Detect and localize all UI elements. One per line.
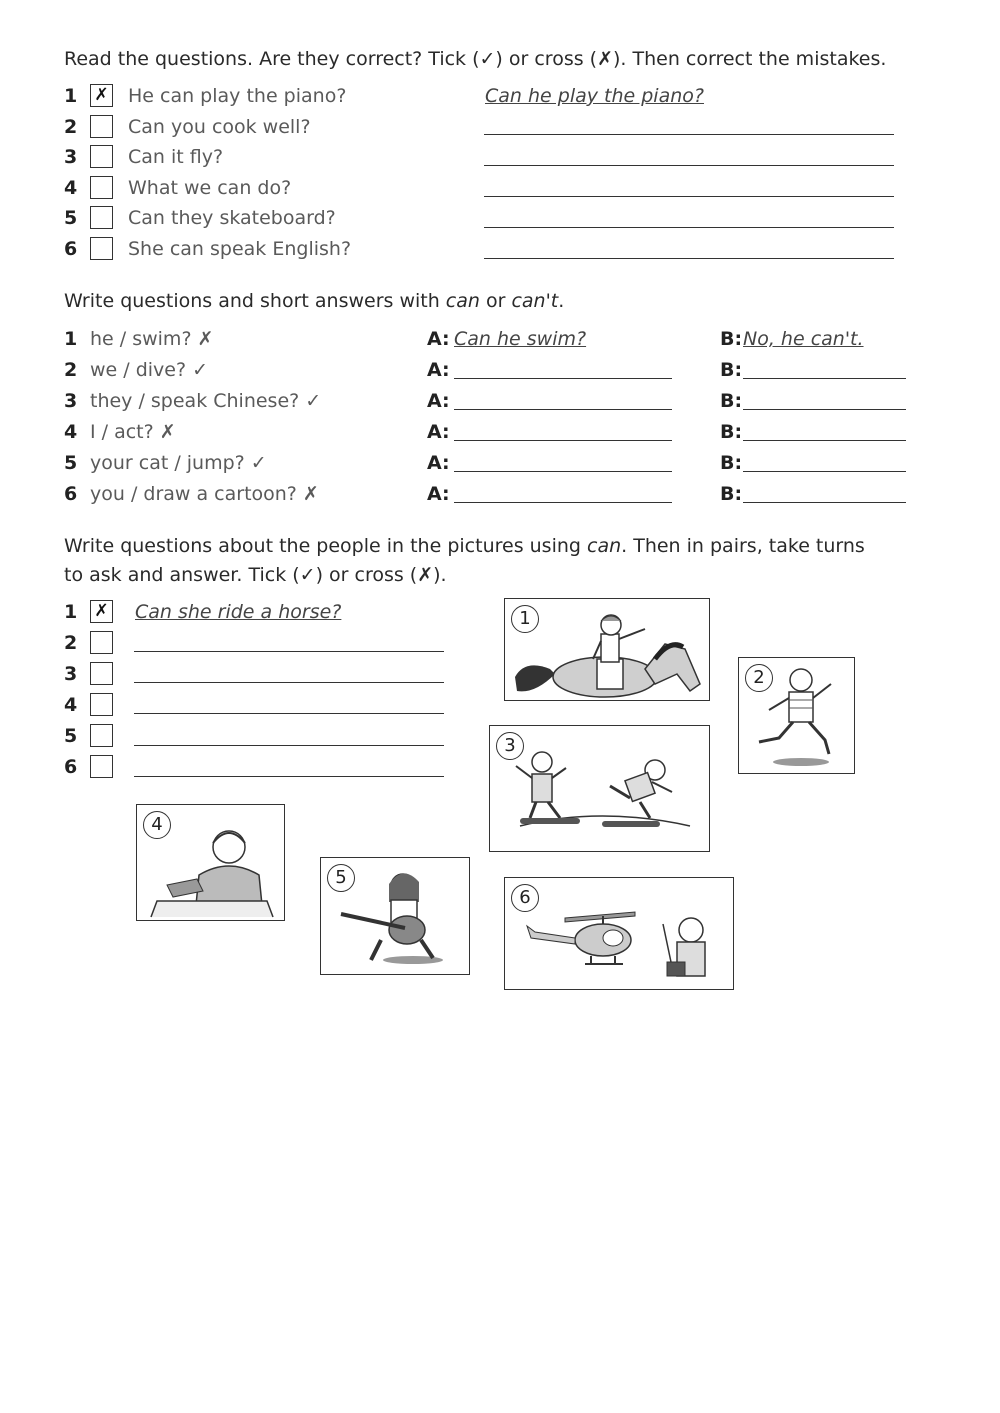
label-b: B: (720, 390, 743, 412)
item-number: 4 (64, 177, 78, 199)
picture-3 (489, 725, 710, 852)
item-number: 4 (64, 421, 78, 443)
item-number: 5 (64, 207, 78, 229)
label-a: A: (427, 452, 450, 474)
tick-cross-box[interactable]: ✗ (90, 600, 113, 623)
tick-cross-box[interactable] (90, 755, 113, 778)
tick-cross-box[interactable] (90, 693, 113, 716)
answer-a-line[interactable] (454, 471, 672, 472)
question-text: Can it fly? (128, 146, 224, 168)
question-text: Can they skateboard? (128, 207, 336, 229)
answer-b[interactable]: No, he can't. (743, 328, 864, 350)
answer-b-line[interactable] (743, 378, 906, 379)
answer-a[interactable]: Can he swim? (454, 328, 587, 350)
answer-line[interactable] (484, 196, 894, 197)
prompt-text: we / dive? ✓ (90, 359, 209, 381)
item-number: 3 (64, 663, 78, 685)
exercise-3-instruction-line-1: Write questions about the people in the pictures using can. Then in pairs, take turns (64, 535, 865, 557)
item-number: 6 (64, 238, 78, 260)
question-answer[interactable]: Can she ride a horse? (135, 601, 342, 623)
answer-line[interactable] (484, 165, 894, 166)
answer-b-line[interactable] (743, 440, 906, 441)
answer-line[interactable] (484, 227, 894, 228)
answer-line[interactable] (134, 682, 444, 683)
prompt-text: they / speak Chinese? ✓ (90, 390, 322, 412)
tick-cross-box[interactable] (90, 724, 113, 747)
label-b: B: (720, 452, 743, 474)
item-number: 4 (64, 694, 78, 716)
answer-line[interactable] (134, 776, 444, 777)
picture-number: 1 (511, 605, 539, 633)
answer-b-line[interactable] (743, 502, 906, 503)
exercise-1-instruction: Read the questions. Are they correct? Tick (✓) or cross (✗). Then correct the mistakes. (64, 48, 887, 70)
tick-cross-box[interactable] (90, 237, 113, 260)
answer-line[interactable] (134, 713, 444, 714)
tick-cross-box[interactable] (90, 145, 113, 168)
answer-b-line[interactable] (743, 409, 906, 410)
prompt-text: you / draw a cartoon? ✗ (90, 483, 319, 505)
item-number: 1 (64, 601, 78, 623)
answer-a-line[interactable] (454, 502, 672, 503)
question-text: She can speak English? (128, 238, 352, 260)
label-a: A: (427, 328, 450, 350)
question-text: He can play the piano? (128, 85, 347, 107)
item-number: 5 (64, 452, 78, 474)
answer-a-line[interactable] (454, 378, 672, 379)
item-number: 6 (64, 756, 78, 778)
item-number: 2 (64, 632, 78, 654)
item-number: 2 (64, 116, 78, 138)
answer-line[interactable] (134, 651, 444, 652)
item-number: 6 (64, 483, 78, 505)
picture-number: 2 (745, 664, 773, 692)
tick-cross-box[interactable] (90, 662, 113, 685)
answer-line[interactable] (484, 134, 894, 135)
picture-1 (504, 598, 710, 701)
picture-6 (504, 877, 734, 990)
tick-cross-box[interactable] (90, 115, 113, 138)
prompt-text: your cat / jump? ✓ (90, 452, 267, 474)
tick-cross-box[interactable] (90, 176, 113, 199)
corrected-answer[interactable]: Can he play the piano? (485, 85, 704, 107)
picture-number: 6 (511, 884, 539, 912)
tick-cross-box[interactable] (90, 206, 113, 229)
prompt-text: he / swim? ✗ (90, 328, 214, 350)
item-number: 3 (64, 390, 78, 412)
item-number: 5 (64, 725, 78, 747)
label-a: A: (427, 421, 450, 443)
label-b: B: (720, 483, 743, 505)
label-a: A: (427, 359, 450, 381)
label-a: A: (427, 390, 450, 412)
picture-number: 4 (143, 811, 171, 839)
label-a: A: (427, 483, 450, 505)
picture-5 (320, 857, 470, 975)
answer-a-line[interactable] (454, 440, 672, 441)
item-number: 2 (64, 359, 78, 381)
answer-b-line[interactable] (743, 471, 906, 472)
item-number: 1 (64, 328, 78, 350)
boy-remote-helicopter-icon (505, 878, 735, 991)
label-b: B: (720, 421, 743, 443)
question-text: What we can do? (128, 177, 292, 199)
item-number: 1 (64, 85, 78, 107)
picture-4 (136, 804, 285, 921)
answer-line[interactable] (484, 258, 894, 259)
prompt-text: I / act? ✗ (90, 421, 176, 443)
picture-number: 5 (327, 864, 355, 892)
picture-2 (738, 657, 855, 774)
item-number: 3 (64, 146, 78, 168)
exercise-3-instruction-line-2: to ask and answer. Tick (✓) or cross (✗). (64, 564, 447, 586)
picture-number: 3 (496, 732, 524, 760)
answer-line[interactable] (134, 745, 444, 746)
exercise-2-instruction: Write questions and short answers with can or can't. (64, 290, 565, 312)
tick-cross-box[interactable]: ✗ (90, 84, 113, 107)
question-text: Can you cook well? (128, 116, 311, 138)
answer-a-line[interactable] (454, 409, 672, 410)
label-b: B: (720, 328, 743, 350)
label-b: B: (720, 359, 743, 381)
tick-cross-box[interactable] (90, 631, 113, 654)
